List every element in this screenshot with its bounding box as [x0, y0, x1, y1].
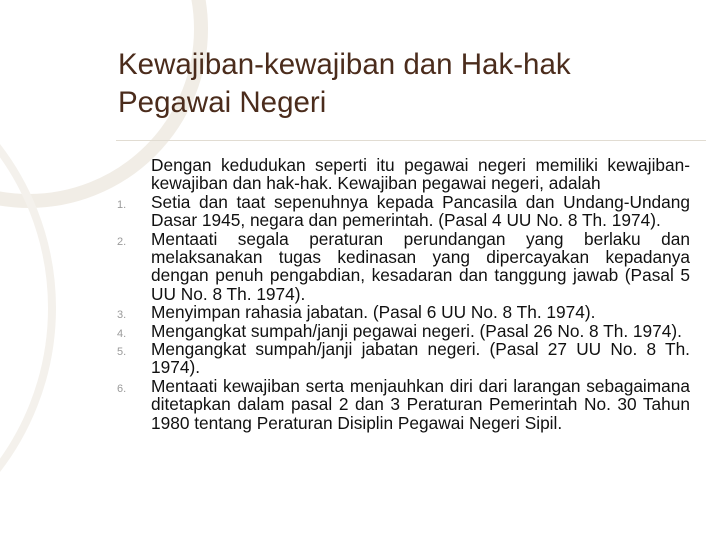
obligations-list: [151, 193, 690, 432]
slide-title-line-1: Kewajiban-kewajiban dan Hak-hak: [118, 48, 571, 81]
list-item: Mengangkat sumpah/janji pegawai negeri. (Pasal 26 No. 8 Th. 1974).: [151, 320, 682, 341]
list-item: Menyimpan rahasia jabatan. (Pasal 6 UU No. 8 Th. 1974).: [151, 302, 596, 323]
intro-paragraph: Dengan kedudukan seperti itu pegawai negeri memiliki kewajiban-kewajiban dan hak-hak. Kewajiban pegawai negeri, adalah: [151, 155, 690, 194]
slide-body: [151, 156, 690, 432]
slide-title-line-2: Pegawai Negeri: [118, 86, 327, 119]
list-item: Mentaati segala peraturan perundangan yang berlaku dan melaksanakan tugas kedinasan yang dipercayakan kepadanya dengan penuh pengabdian, kesadaran dan tanggung jawab (Pasal 5 UU No. 8 Th. 1974).: [151, 228, 690, 304]
list-item: Mengangkat sumpah/janji jabatan negeri. (Pasal 27 UU No. 8 Th. 1974).: [151, 339, 690, 378]
list-item: Setia dan taat sepenuhnya kepada Pancasila dan Undang-Undang Dasar 1945, negara dan pemerintah. (Pasal 4 UU No. 8 Th. 1974).: [151, 191, 690, 231]
title-divider: [116, 140, 706, 141]
decorative-ring-left: [0, 0, 64, 540]
list-item: Mentaati kewajiban serta menjauhkan diri dari larangan sebagaimana ditetapkan dalam pasal 2 dan 3 Peraturan Pemerintah No. 30 Tahun 1980 tentang Peraturan Disiplin Pegawai Negeri Sipil.: [151, 375, 690, 433]
slide-title: [118, 46, 708, 122]
